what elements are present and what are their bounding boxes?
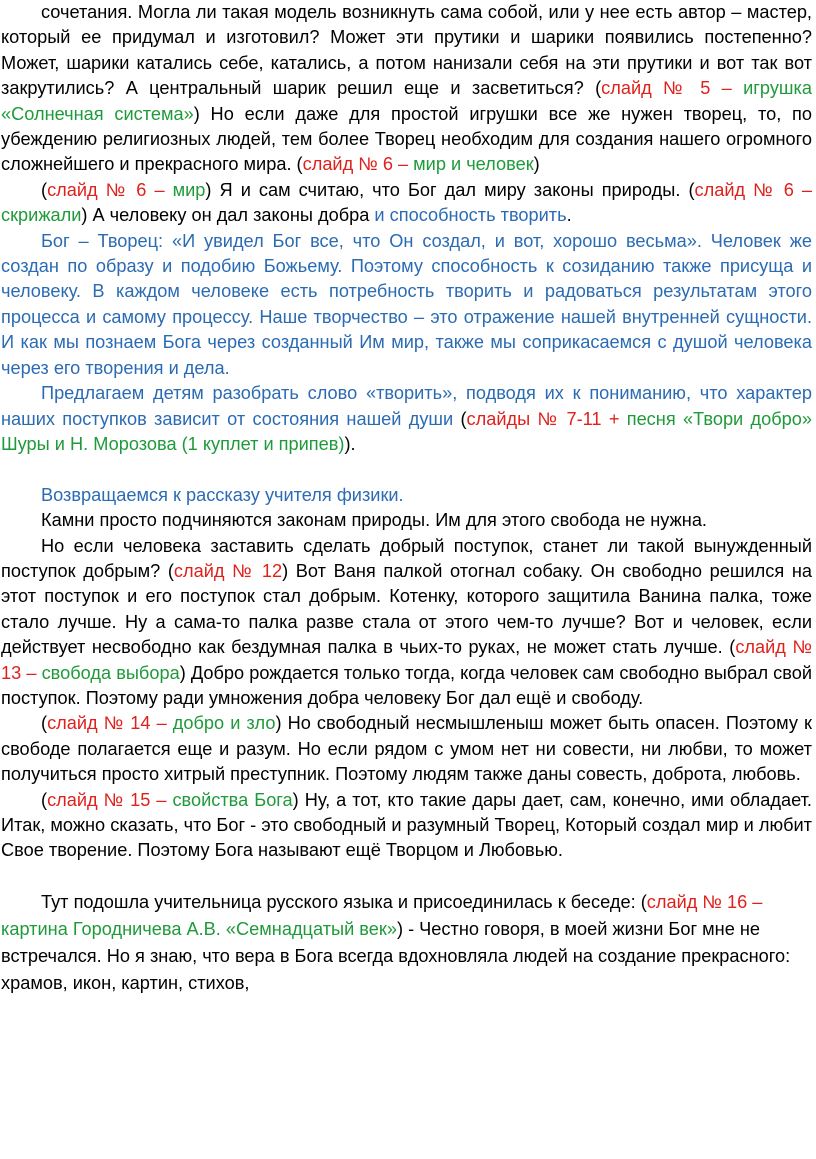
paragraph bbox=[1, 534, 812, 712]
slide-title: скрижали bbox=[1, 205, 82, 226]
paragraph bbox=[1, 381, 812, 457]
slide-reference: слайд № 6 – bbox=[47, 179, 173, 200]
text-run: ) Я и сам считаю, что Бог дал миру законы природы. ( bbox=[205, 179, 695, 200]
slide-title: свойства Бога bbox=[172, 789, 293, 810]
paragraph bbox=[1, 178, 812, 229]
highlighted-text: и способность творить bbox=[374, 205, 567, 226]
slide-reference: слайды № 7-11 + bbox=[466, 408, 627, 429]
text-run: ) bbox=[533, 154, 540, 175]
highlighted-text: Предлагаем детям разобрать слово «творить», подводя их к пониманию, что характер наших поступков зависит от состояния нашей души bbox=[1, 383, 812, 429]
slide-reference: слайд № 5 – bbox=[601, 78, 744, 99]
text-run: ) Вот Ваня палкой отогнал собаку. Он свободно решился на этот поступок и его поступок стал добрым. Котенку, которого защитила Ванина палка, тоже стало лучше. Ну а сама-то палка разве стала от этого чем-то лучше? Вот и человек, если действует несвободно как бездумная палка в чьих-то руках, не может стать лучше. ( bbox=[1, 560, 812, 658]
slide-title: игрушка «Солнечная система» bbox=[1, 78, 812, 124]
slide-title: мир bbox=[172, 179, 206, 200]
text-run: Тут подошла учительница русского языка и присоединилась к беседе: ( bbox=[41, 892, 647, 913]
highlighted-text: Возвращаемся к рассказу учителя физики. bbox=[41, 484, 404, 505]
paragraph bbox=[1, 711, 812, 787]
text-run: ( bbox=[41, 789, 48, 810]
text-run: ) А человеку он дал законы добра bbox=[81, 205, 375, 226]
text-run: ) Ну, а тот, кто такие дары дает, сам, конечно, ими обладает. Итак, можно сказать, что Бог - это свободный и разумный Творец, Который создал мир и любит Свое творение. Поэтому Бога называют ещё Творцом и Любовью. bbox=[1, 789, 812, 861]
slide-title: добро и зло bbox=[172, 713, 276, 734]
text-run: ) Но свободный несмышленыш может быть опасен. Поэтому к свободе полагается еще и разум. Но если рядом с умом нет ни совести, ни любви, то может получиться просто хитрый преступник. Поэтому людям также даны совесть, доброта, любовь. bbox=[1, 713, 812, 785]
slide-reference: слайд № 14 – bbox=[47, 713, 173, 734]
slide-reference: слайд № 16 – bbox=[646, 892, 763, 913]
highlighted-text: Бог – Творец: «И увидел Бог все, что Он создал, и вот, хорошо весьма». Человек же создан по образу и подобию Божьему. Поэтому способность к созиданию также присуща и человеку. В каждом человеке есть потребность творить и радоваться результатам этого процесса и самому процессу. Наше творчество – это отражение нашей внутренней сущности. И как мы познаем Бога через созданный Им мир, также мы соприкасаемся с душой человека через его творения и дела. bbox=[1, 230, 812, 378]
text-run: ) - Честно говоря, в моей жизни Бог мне не встречался. Но я знаю, что вера в Бога всегда вдохновляла людей на создание прекрасного: храмов, икон, картин, стихов, bbox=[1, 919, 791, 994]
text-run: сочетания. Могла ли такая модель возникнуть сама собой, или у нее есть автор – мастер, который ее придумал и изготовил? Может эти прутики и шарики появились постепенно? Может, шарики катались себе, катались, а потом нанизали себя на эти прутики и вот так вот закрутились? А центральный шарик решил еще и засветиться? ( bbox=[1, 2, 812, 99]
text-run: . bbox=[566, 205, 572, 226]
text-run: Камни просто подчиняются законам природы. Им для этого свобода не нужна. bbox=[41, 510, 707, 531]
text-run: ( bbox=[41, 713, 48, 734]
paragraph bbox=[1, 229, 812, 381]
paragraph bbox=[1, 508, 812, 533]
slide-title: песня «Твори добро» Шуры и Н. Морозова (1 куплет и припев) bbox=[1, 408, 812, 454]
slide-reference: слайд № 15 – bbox=[47, 789, 173, 810]
slide-reference: слайд № 6 – bbox=[302, 154, 414, 175]
slide-title: свобода выбора bbox=[41, 662, 180, 683]
paragraph bbox=[1, 788, 812, 864]
text-run: ). bbox=[344, 433, 356, 454]
slide-title: картина Городничева А.В. «Семнадцатый век» bbox=[1, 919, 397, 940]
text-run: ) Добро рождается только тогда, когда человек сам свободно выбрал свой поступок. Поэтому ради умножения добра человеку Бог дал ещё и свободу. bbox=[1, 662, 813, 708]
text-run: ) Но если даже для простой игрушки все же нужен творец, то, по убеждению религиозных людей, тем более Творец необходим для создания нашего огромного сложнейшего и прекрасного мира. ( bbox=[1, 103, 812, 175]
text-run: Но если человека заставить сделать добрый поступок, станет ли такой вынужденный поступок добрым? ( bbox=[1, 535, 812, 581]
slide-reference: слайд № 13 – bbox=[1, 637, 812, 683]
slide-title: мир и человек bbox=[413, 154, 534, 175]
text-run: ( bbox=[41, 179, 48, 200]
blank-line bbox=[1, 864, 812, 889]
slide-reference: слайд № 12 bbox=[173, 560, 283, 581]
slide-reference: слайд № 6 – bbox=[694, 179, 812, 200]
paragraph bbox=[1, 0, 812, 178]
blank-line bbox=[1, 457, 812, 482]
paragraph bbox=[1, 889, 812, 997]
text-run: ( bbox=[453, 408, 467, 429]
paragraph bbox=[1, 483, 812, 508]
